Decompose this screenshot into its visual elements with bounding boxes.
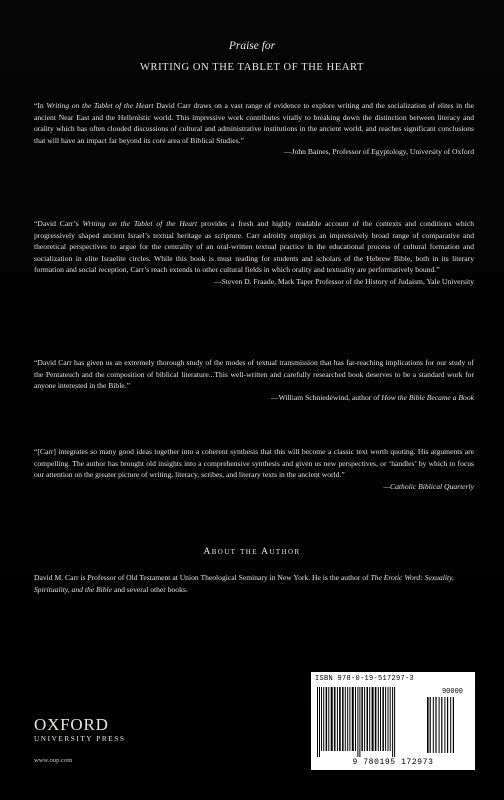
quote-text: “David Carr’s Writing on the Tablet of the Heart provides a fresh and highly readable account of the contexts and conditions which progressively shaped ancient Israel’s textual heritage as scripture. Carr adroitly employs an impressively broad range of comparative and theoretical perspectives to argue for the centrality of an oral-written textual practice in the educational process of cultural formation and socialization in elite Israelite circles. While this book is must reading for students and scholars of the Hebrew Bible, both in its literary formation and social reception, Carr’s reach extends to other cultural fields in which orality and textuality are performatively bound.” [34,219,474,275]
barcode-bar [342,687,344,751]
barcode-bar [328,687,329,751]
barcode-bar [380,687,381,751]
barcode-bar [323,687,324,751]
barcode-bar [372,687,374,751]
barcode-digits: 9 780195 172973 [352,758,434,767]
barcode-bar [361,687,363,751]
publisher-name: OXFORD [34,715,109,734]
quote-text: “[Carr] integrates so many good ideas together into a coherent synthesis that this will become a classic text worth quoting. His arguments are compelling. The author has brought old insights into a comprehensive synthesis and given us new perspectives, or ‘handles’ by which to focus our attention on the greater picture of writing, literacy, scribes, and literary texts in the ancient world.” [34,447,474,480]
quote-cbq [34,446,474,492]
quote-attribution: —William Schniedewind, author of How the Bible Became a Book [271,392,474,402]
book-title: WRITING ON THE TABLET OF THE HEART [139,62,365,73]
barcode-bar [378,687,379,751]
barcode-bar [357,687,358,757]
about-author-text: David M. Carr is Professor of Old Testament at Union Theological Seminary in New York. He is the author of The Erotic Word: Sexuality, Spirituality, and the Bible and several other books. [34,573,454,594]
barcode-bar [450,697,451,753]
barcode-bar [385,687,386,751]
quote-schniedewind [34,357,474,403]
quote-attribution: —Catholic Biblical Quarterly [383,481,474,491]
publisher-logo [34,716,144,744]
barcode-bar [427,697,429,753]
barcode-bar [319,687,320,757]
isbn-barcode [311,672,475,770]
barcode-bar [435,697,436,753]
barcode-bar [352,687,354,751]
quote-fraade [34,218,474,288]
barcode-bar [369,687,370,751]
isbn-label: ISBN 978-0-19-517297-3 [315,675,415,683]
barcode-bar [447,697,448,753]
barcode-bar [359,687,360,757]
barcode-bar [444,697,445,753]
barcode-bar [392,687,393,757]
quote-text: “David Carr has given us an extremely thorough study of the modes of textual transmission that has far-reaching implications for our study of the Pentateuch and the composition of biblical literature...This well-written and carefully researched book deserves to be a standard work for anyone interested in the Bible.” [34,358,474,391]
barcode-bar [367,687,369,751]
barcode-bar [321,687,322,751]
quote-attribution: —Steven D. Fraade, Mark Taper Professor of the History of Judaism, Yale University [213,276,474,286]
publisher-url: www.oup.com [34,757,73,764]
barcode-addon-bars [427,697,454,753]
barcode-bar [345,687,346,751]
praise-heading: Praise for [228,40,276,52]
quote-baines [34,100,474,158]
barcode-bar [439,697,440,753]
barcode-bar [355,687,356,751]
barcode-bar [430,697,431,753]
barcode-bar [347,687,348,751]
barcode-bar [364,687,365,751]
about-author-heading: About the Author [203,547,301,557]
barcode-bar [334,687,336,751]
quote-text: “In Writing on the Tablet of the Heart David Carr draws on a vast range of evidence to explore writing and the socialization of elites in the ancient Near East and the Hellenistic world. This impressive work contributes vitally to breaking down the distinction between literacy and orality which has often clouded discussions of cultural and administrative institutions in the ancient world, and reaches significant conclusions that will have an impact far beyond its core area of Biblical Studies.” [34,101,474,145]
barcode-bar [331,687,333,751]
barcode-bar [433,697,434,753]
barcode-bar [453,697,454,753]
barcode-bar [375,687,377,751]
barcode-bar [388,687,389,751]
barcode-bars [317,687,395,757]
barcode-bar [390,687,391,751]
price-code: 90000 [441,688,463,696]
quote-attribution: —John Baines, Professor of Egyptology, University of Oxford [284,147,474,157]
barcode-bar [317,687,318,757]
barcode-bar [337,687,338,751]
barcode-bar [339,687,341,751]
barcode-bar [394,687,395,757]
barcode-bar [382,687,384,751]
publisher-subtitle: UNIVERSITY PRESS [34,735,126,743]
barcode-bar [349,687,350,751]
barcode-bar [326,687,328,751]
barcode-bar [441,697,442,753]
barcode-icon [315,685,471,757]
